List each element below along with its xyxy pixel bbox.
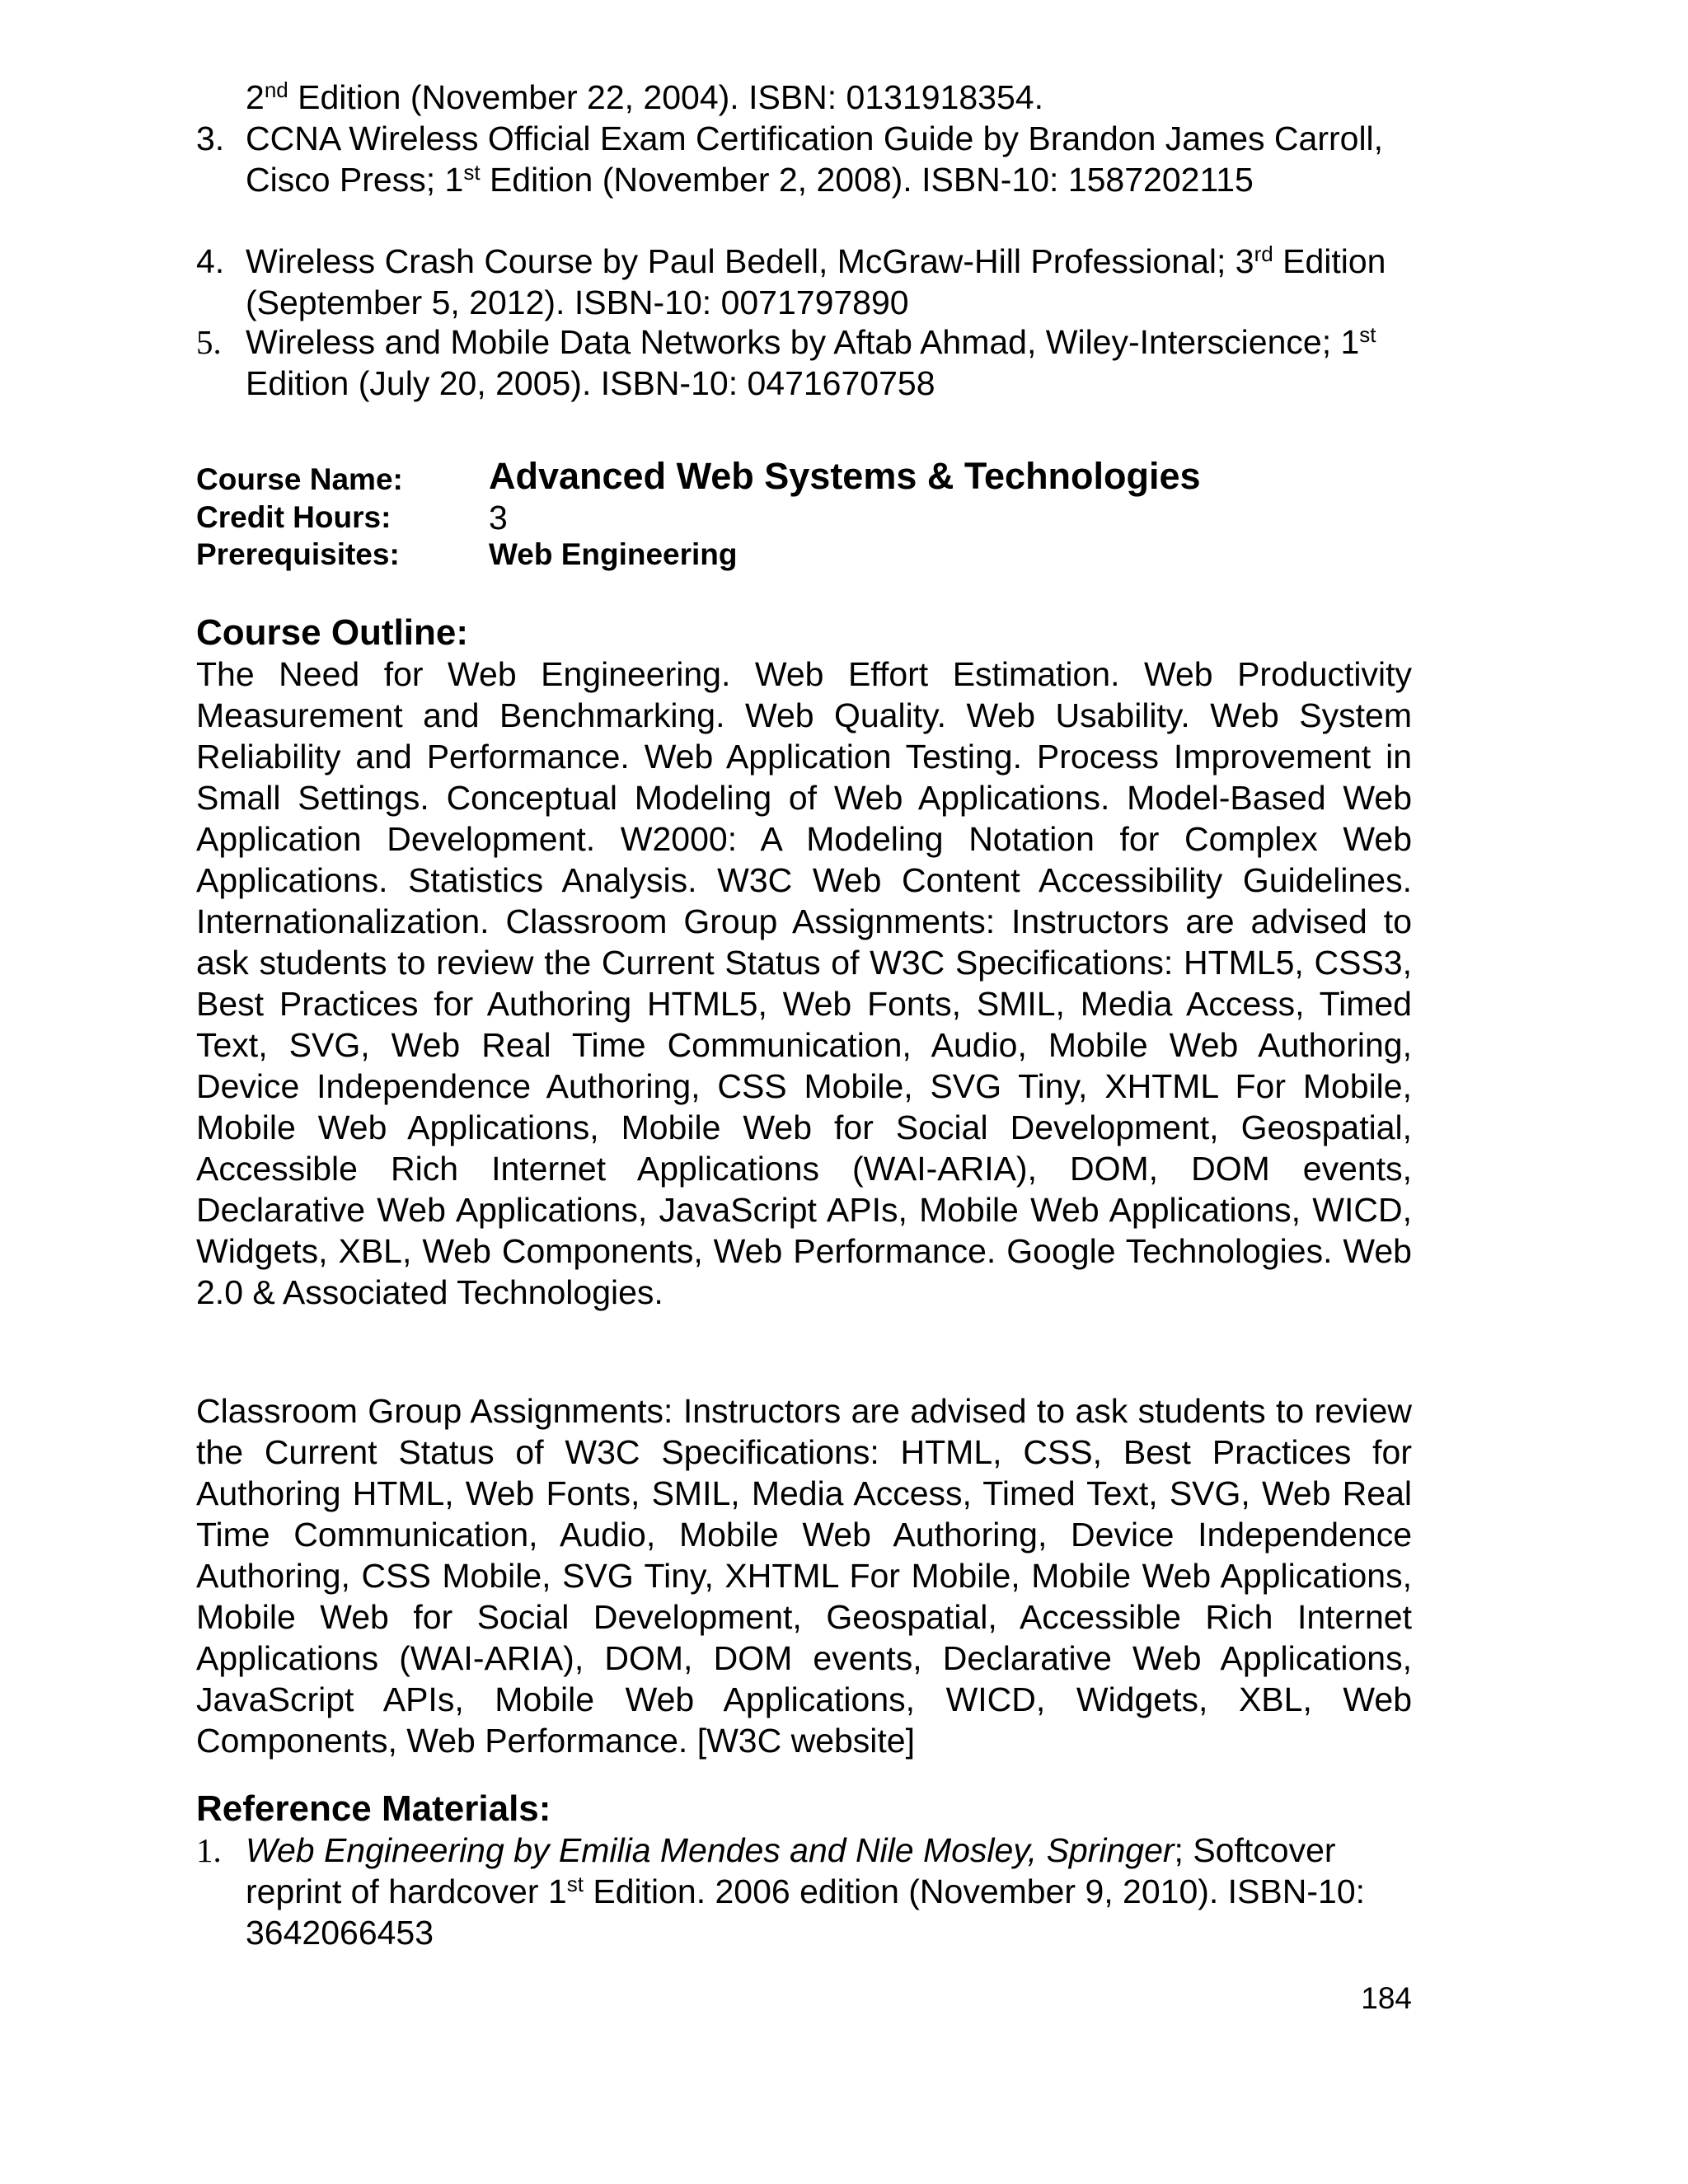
reference-materials-heading: Reference Materials: [196, 1788, 551, 1829]
prerequisites-label: Prerequisites: [196, 537, 400, 571]
ordinal-suffix: st [1359, 322, 1376, 347]
item-text-cont: Edition (September 5, 2012). ISBN-10: 0071797890 [246, 242, 1386, 321]
item-number: 5. [196, 323, 222, 361]
item-text: Wireless Crash Course by Paul Bedell, McGraw-Hill Professional; 3 [246, 242, 1254, 280]
ordinal-suffix: nd [264, 77, 288, 102]
course-name-label: Course Name: [196, 462, 403, 496]
item-text-cont: Edition (July 20, 2005). ISBN-10: 0471670758 [246, 364, 935, 402]
course-outline-paragraph: The Need for Web Engineering. Web Effort Estimation. Web Productivity Measurement and Benchmarking. Web Quality. Web Usability. Web System Reliability and Performance. Web Application Testing. Process Improvement in Small Settings. Conceptual Modeling of Web Applications. Model-Based Web Application Development. W2000: A Modeling Notation for Complex Web Applications. Statistics Analysis. W3C Web Content Accessibility Guidelines. Internationalization. Classroom Group Assignments: Instructors are advised to ask students to review the Current Status of W3C Specifications: HTML5, CSS3, Best Practices for Authoring HTML5, Web Fonts, SMIL, Media Access, Timed Text, SVG, Web Real Time Communication, Audio, Mobile Web Authoring, Device Independence Authoring, CSS Mobile, SVG Tiny, XHTML For Mobile, Mobile Web Applications, Mobile Web for Social Development, Geospatial, Accessible Rich Internet Applications (WAI-ARIA), DOM, DOM events, Declarative Web Applications, JavaScript APIs, Mobile Web Applications, WICD, Widgets, XBL, Web Components, Web Performance. Google Technologies. Web 2.0 & Associated Technologies. [196, 655, 1412, 1311]
reference-item [196, 1830, 1412, 1953]
group-assignments-paragraph: Classroom Group Assignments: Instructors are advised to ask students to review the Current Status of W3C Specifications: HTML, CSS, Best Practices for Authoring HTML, Web Fonts, SMIL, Media Access, Timed Text, SVG, Web Real Time Communication, Audio, Mobile Web Authoring, Device Independence Authoring, CSS Mobile, SVG Tiny, XHTML For Mobile, Mobile Web Applications, Mobile Web for Social Development, Geospatial, Accessible Rich Internet Applications (WAI-ARIA), DOM, DOM events, Declarative Web Applications, JavaScript APIs, Mobile Web Applications, WICD, Widgets, XBL, Web Components, Web Performance. [W3C website] [196, 1392, 1412, 1760]
continuation-text: Edition (November 22, 2004). ISBN: 0131918354. [288, 78, 1043, 116]
course-outline-heading: Course Outline: [196, 612, 469, 653]
reference-item [196, 241, 1412, 323]
prerequisites-value: Web Engineering [489, 537, 738, 571]
book-title: Web Engineering by Emilia Mendes and Nile Mosley, Springer [246, 1831, 1175, 1869]
reference-item [196, 118, 1412, 200]
item-text: Wireless and Mobile Data Networks by Aftab Ahmad, Wiley-Interscience; 1 [246, 323, 1360, 361]
item-number: 1. [196, 1831, 222, 1869]
credit-hours-value: 3 [489, 499, 508, 537]
ordinal-number: 2 [246, 78, 265, 116]
item-number: 4. [196, 242, 225, 280]
reference-continuation [196, 77, 1412, 118]
item-text: CCNA Wireless Official Exam Certification Guide by Brandon James Carroll, Cisco Press; 1 [246, 120, 1384, 199]
item-text: ; Softcover reprint of hardcover 1 [246, 1831, 1336, 1910]
ordinal-suffix: st [566, 1872, 584, 1896]
item-number: 3. [196, 120, 225, 157]
reference-item [196, 321, 1412, 404]
ordinal-suffix: rd [1254, 241, 1273, 266]
course-name-value: Advanced Web Systems & Technologies [489, 455, 1201, 497]
page-number: 184 [1361, 1981, 1412, 2015]
item-text-cont: Edition. 2006 edition (November 9, 2010). ISBN-10: 3642066453 [246, 1872, 1366, 1952]
ordinal-suffix: st [463, 160, 481, 185]
credit-hours-label: Credit Hours: [196, 500, 392, 534]
item-text-cont: Edition (November 2, 2008). ISBN-10: 1587202115 [480, 161, 1254, 199]
